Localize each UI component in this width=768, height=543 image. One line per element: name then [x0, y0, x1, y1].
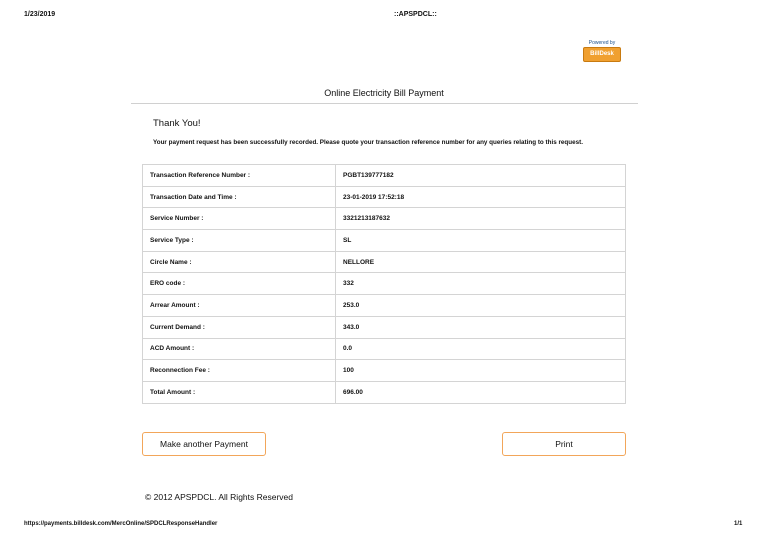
detail-value: 696.00: [336, 381, 626, 403]
detail-label: Service Type :: [143, 230, 336, 252]
detail-label: Arrear Amount :: [143, 295, 336, 317]
confirmation-message: Your payment request has been successfully recorded. Please quote your transaction reference number for any queries relating to this request.: [153, 139, 583, 146]
detail-value: 0.0: [336, 338, 626, 360]
detail-value: 3321213187632: [336, 208, 626, 230]
table-row: [143, 360, 626, 382]
transaction-details-table: [142, 164, 626, 404]
table-row: [143, 295, 626, 317]
detail-value: 253.0: [336, 295, 626, 317]
print-page-number: 1/1: [734, 521, 743, 527]
table-row: [143, 316, 626, 338]
detail-value: 100: [336, 360, 626, 382]
powered-by-label: Powered by: [588, 40, 616, 46]
billdesk-logo: BillDesk: [583, 47, 621, 62]
print-button[interactable]: Print: [502, 432, 626, 456]
table-row: [143, 381, 626, 403]
detail-value: PGBT139777182: [336, 165, 626, 187]
print-footer-url: https://payments.billdesk.com/MercOnline/SPDCLResponseHandler: [24, 521, 218, 527]
page-heading: Online Electricity Bill Payment: [324, 88, 444, 98]
detail-value: NELLORE: [336, 251, 626, 273]
print-date: 1/23/2019: [24, 11, 56, 18]
detail-label: Total Amount :: [143, 381, 336, 403]
detail-label: Transaction Date and Time :: [143, 186, 336, 208]
thank-you-text: Thank You!: [153, 118, 201, 129]
detail-value: 343.0: [336, 316, 626, 338]
table-row: [143, 251, 626, 273]
table-row: [143, 165, 626, 187]
table-row: [143, 186, 626, 208]
detail-value: 332: [336, 273, 626, 295]
detail-value: SL: [336, 230, 626, 252]
make-another-payment-button[interactable]: Make another Payment: [142, 432, 266, 456]
detail-label: ACD Amount :: [143, 338, 336, 360]
detail-label: Transaction Reference Number :: [143, 165, 336, 187]
table-row: [143, 338, 626, 360]
copyright-text: © 2012 APSPDCL. All Rights Reserved: [145, 492, 294, 502]
detail-value: 23-01-2019 17:52:18: [336, 186, 626, 208]
print-page-title: ::APSPDCL::: [394, 11, 437, 18]
powered-by-badge: [583, 40, 621, 62]
table-row: [143, 230, 626, 252]
heading-divider: [131, 103, 638, 104]
table-row: [143, 208, 626, 230]
detail-label: Current Demand :: [143, 316, 336, 338]
detail-label: Reconnection Fee :: [143, 360, 336, 382]
table-row: [143, 273, 626, 295]
detail-label: Service Number :: [143, 208, 336, 230]
detail-label: Circle Name :: [143, 251, 336, 273]
detail-label: ERO code :: [143, 273, 336, 295]
